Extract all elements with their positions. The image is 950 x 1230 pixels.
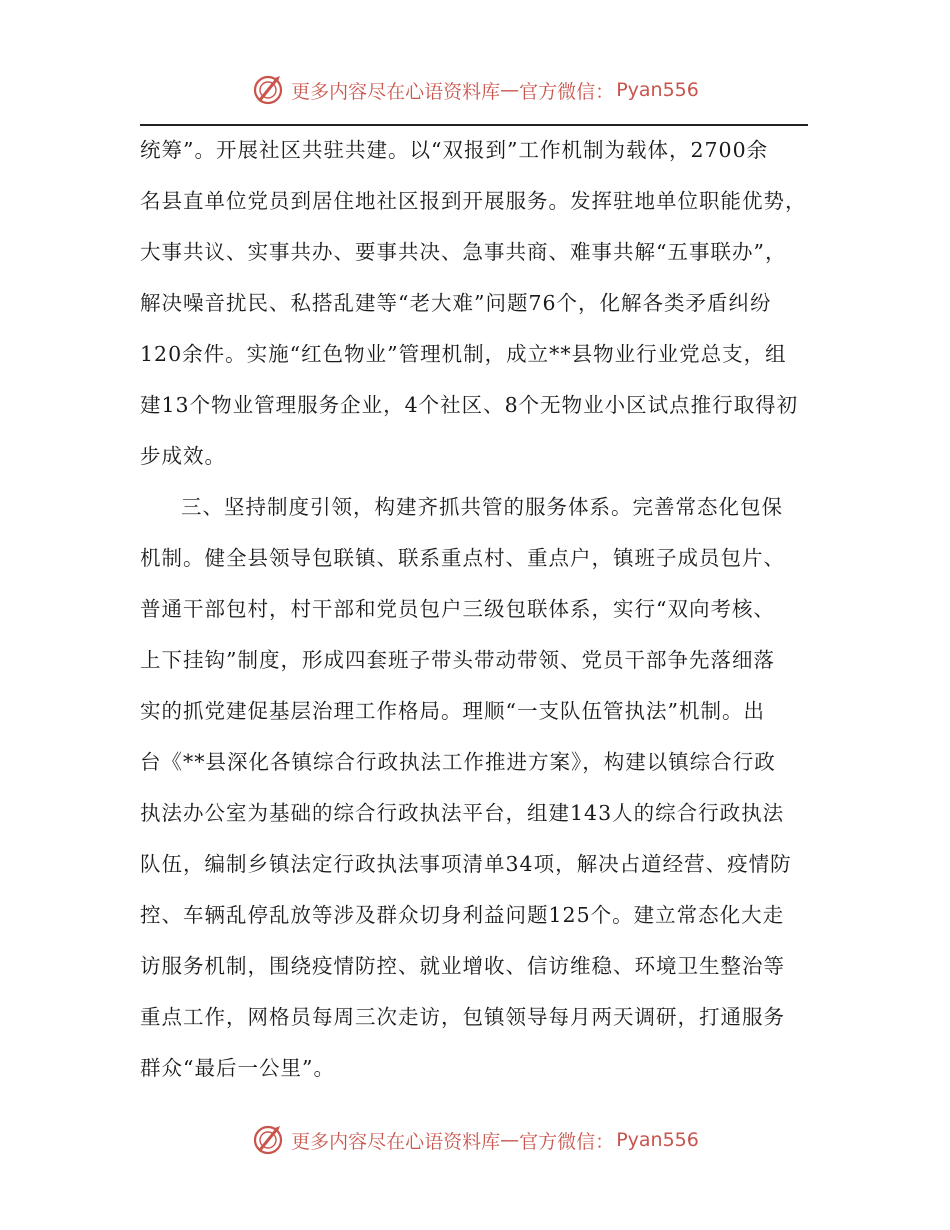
watermark-wechat-id: Pyan556 xyxy=(616,79,699,101)
text-line: 实的抓党建促基层治理工作格局。理顺“一支队伍管执法”机制。出 xyxy=(140,699,765,723)
watermark-separator: — xyxy=(500,79,520,101)
text-line: 名县直单位党员到居住地社区报到开展服务。发挥驻地单位职能优势， xyxy=(140,189,807,213)
stamp-logo-icon xyxy=(251,1123,285,1157)
document-body xyxy=(140,125,810,1094)
text-line: 执法办公室为基础的综合行政执法平台，组建143人的综合行政执法 xyxy=(140,801,785,825)
watermark-text: 更多内容尽在心语资料库 xyxy=(291,80,501,103)
text-line: 群众“最后一公里”。 xyxy=(140,1056,335,1080)
watermark-suffix: 官方微信： xyxy=(519,1130,615,1153)
section-heading-line: 三、坚持制度引领，构建齐抓共管的服务体系。完善常态化包保 xyxy=(181,495,783,519)
text-line: 120余件。实施“红色物业”管理机制，成立**县物业行业党总支，组 xyxy=(140,342,787,366)
stamp-logo-icon xyxy=(251,73,285,107)
text-line: 大事共议、实事共办、要事共决、急事共商、难事共解“五事联办”， xyxy=(140,240,787,264)
text-line: 机制。健全县领导包联镇、联系重点村、重点户，镇班子成员包片、 xyxy=(140,546,785,570)
footer-watermark xyxy=(0,1120,950,1160)
watermark-suffix: 官方微信： xyxy=(519,80,615,103)
text-line: 台《**县深化各镇综合行政执法工作推进方案》，构建以镇综合行政 xyxy=(140,750,776,774)
watermark-wechat-id: Pyan556 xyxy=(616,1129,699,1151)
text-line: 建13个物业管理服务企业，4个社区、8个无物业小区试点推行取得初 xyxy=(140,393,799,417)
text-line: 控、车辆乱停乱放等涉及群众切身利益问题125个。建立常态化大走 xyxy=(140,903,785,927)
text-line: 统筹”。开展社区共驻共建。以“双报到”工作机制为载体，2700余 xyxy=(140,138,769,162)
header-watermark xyxy=(0,70,950,110)
text-line: 普通干部包村，村干部和党员包户三级包联体系，实行“双向考核、 xyxy=(140,597,775,621)
watermark-separator: — xyxy=(500,1129,520,1151)
text-line: 重点工作，网格员每周三次走访，包镇领导每月两天调研，打通服务 xyxy=(140,1005,785,1029)
text-line: 队伍，编制乡镇法定行政执法事项清单34项，解决占道经营、疫情防 xyxy=(140,852,792,876)
text-line: 步成效。 xyxy=(140,444,226,468)
text-line: 上下挂钩”制度，形成四套班子带头带动带领、党员干部争先落细落 xyxy=(140,648,775,672)
watermark-text: 更多内容尽在心语资料库 xyxy=(291,1130,501,1153)
text-line: 访服务机制，围绕疫情防控、就业增收、信访维稳、环境卫生整治等 xyxy=(140,954,785,978)
text-line: 解决噪音扰民、私搭乱建等“老大难”问题76个，化解各类矛盾纠纷 xyxy=(140,291,772,315)
